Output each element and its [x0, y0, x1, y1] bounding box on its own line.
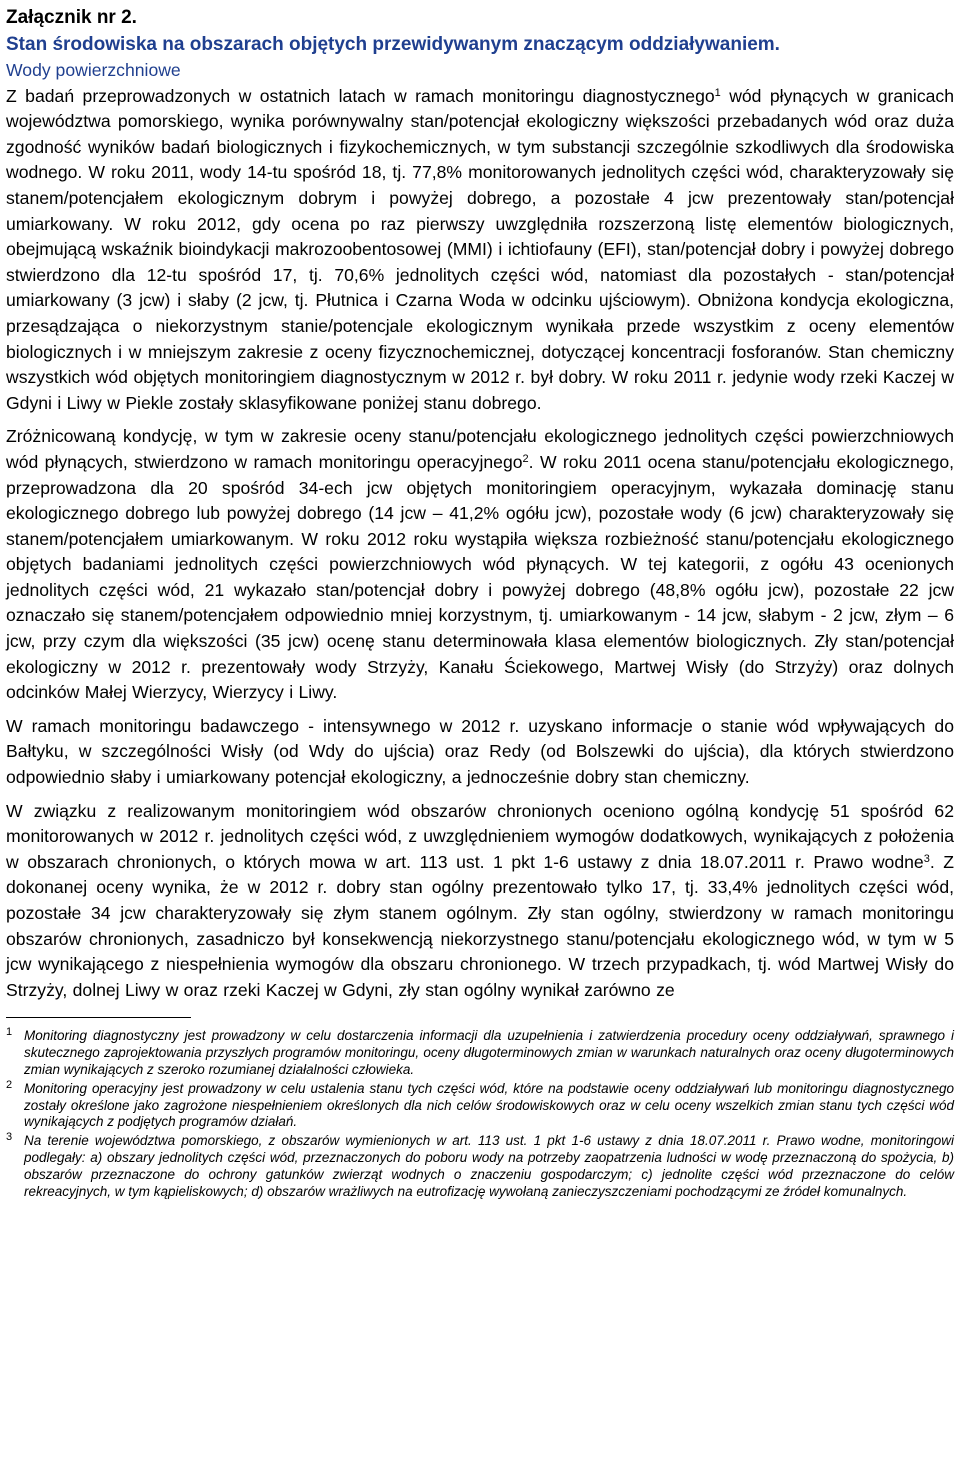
paragraph-1-text-a: Z badań przeprowadzonych w ostatnich latach w ramach monitoringu diagnostycznego	[6, 85, 715, 106]
footnote-2-number: 2	[6, 1078, 13, 1091]
footnote-1-text: Monitoring diagnostyczny jest prowadzony w celu dostarczenia informacji dla uzupełnienia i zatwierdzenia procedury oceny oddziaływań, sprawnego i skutecznego zaprojektowania przyszłych programów monitoringu, oceny długoterminowych zmian w warunkach naturalnych oraz oceny długoterminowych zmian wynikających z szeroko rozumianej działalności człowieka.	[24, 1028, 954, 1077]
paragraph-4-text-a: W związku z realizowanym monitoringiem wód obszarów chronionych oceniono ogólną kondycję 51 spośród 62 monitorowanych w 2012 r. jednolitych części wód, z uwzględnieniem wymogów dodatkowych, wynikających z położenia w obszarach chronionych, o których mowa w art. 113 ust. 1 pkt 1-6 ustawy z dnia 18.07.2011 r. Prawo wodne	[6, 800, 954, 872]
footnote-3-number: 3	[6, 1131, 13, 1144]
footnote-1	[6, 1028, 954, 1078]
paragraph-2-text-b: . W roku 2011 ocena stanu/potencjału ekologicznego, przeprowadzona dla 20 spośród 34-ech jcw objętych monitoringiem operacyjnym, wykazała dominację stanu ekologicznego dobrego lub powyżej dobrego (14 jcw – 41,2% ogółu jcw), pozostałe wody (6 jcw) charakteryzowały się stanem/potencjałem umiarkowanym. W roku 2012 roku wystąpiła większa rozbieżność stanu/potencjału ekologicznego objętych badaniami jednolitych części powierzchniowych wód płynących. W tej kategorii, z ogółu 43 ocenionych jednolitych części wód, 21 wykazało stan/potencjał dobry i powyżej dobrego (48,8% ogółu jcw), pozostałe 22 jcw oznaczało się stanem/potencjałem odpowiednio mniej korzystnym, tj. umiarkowanym - 14 jcw, słabym - 2 jcw, złym – 6 jcw, przy czym dla większości (35 jcw) ocenę stanu determinowała klasa elementów biologicznych. Zły stan/potencjał ekologiczny w 2012 r. prezentowały wody Strzyży, Kanału Ściekowego, Martwej Wisły (do Strzyży) oraz dolnych odcinków Małej Wierzycy, Wierzycy i Liwy.	[6, 451, 954, 703]
footnote-2	[6, 1078, 954, 1131]
paragraph-4	[6, 799, 954, 1004]
footnote-ref-2[interactable]: 2	[522, 452, 529, 465]
paragraph-2	[6, 424, 954, 706]
document-page	[6, 4, 954, 1202]
document-subtitle: Stan środowiska na obszarach objętych przewidywanym znaczącym oddziaływaniem.	[6, 34, 780, 55]
paragraph-1	[6, 84, 954, 417]
section-heading: Wody powierzchniowe	[6, 60, 181, 80]
footnote-3	[6, 1133, 954, 1200]
paragraph-1-text-b: wód płynących w granicach województwa pomorskiego, wynika porównywalny stan/potencjał ekologiczny większości przebadanych wód oraz duża zgodność wyników badań biologicznych i fizykochemicznych, w tym substancji szczególnie szkodliwych dla środowiska wodnego. W roku 2011, wody 14-tu spośród 18, tj. 77,8% monitorowanych jednolitych części wód, charakteryzowały się stanem/potencjałem ekologicznym dobrym i powyżej dobrego, a pozostałe 4 jcw prezentowały stan/potencjał umiarkowany. W roku 2012, gdy ocena po raz pierwszy uwzględniła rozszerzoną listę elementów biologicznych, obejmującą wskaźnik bioindykacji makrozoobentosowej (MMI) i ichtiofauny (EFI), stan/potencjał dobry i powyżej dobrego stwierdzono dla 12-tu spośród 17, tj. 70,6% jednolitych części wód, natomiast dla pozostałych - stan/potencjał umiarkowany (3 jcw) i słaby (2 jcw, tj. Płutnica i Czarna Woda w odcinku ujściowym). Obniżona kondycja ekologiczna, przesądzająca o niekorzystnym stanie/potencjale ekologicznym wynikała przede wszystkim z oceny elementów biologicznych i w mniejszym zakresie z oceny fizycznochemicznej, dotyczącej koncentracji fosforanów. Stan chemiczny wszystkich wód objętych monitoringiem diagnostycznym w 2012 r. był dobry. W roku 2011 r. jedynie wody rzeki Kaczej w Gdyni i Liwy w Piekle zostały sklasyfikowane poniżej stanu dobrego.	[6, 85, 954, 413]
footnote-3-text: Na terenie województwa pomorskiego, z obszarów wymienionych w art. 113 ust. 1 pkt 1-6 ustawy z dnia 18.07.2011 r. Prawo wodne, monitoringowi podlegały: a) obszary jednolitych części wód, przeznaczonych do poboru wody na potrzeby zaopatrzenia ludności w wodę przeznaczoną do spożycia, b) obszarów przeznaczone do ochrony gatunków zwierząt wodnych o znaczeniu gospodarczym; c) jednolite części wód przeznaczone do celów rekreacyjnych, w tym kąpieliskowych; d) obszarów wrażliwych na eutrofizację wywołaną zanieczyszczeniami pochodzącymi ze źródeł komunalnych.	[24, 1133, 954, 1199]
paragraph-4-text-b: . Z dokonanej oceny wynika, że w 2012 r. dobry stan ogólny prezentowało tylko 17, tj. 33,4% jednolitych części wód, pozostałe 34 jcw charakteryzowały się złym stanem ogólnym. Zły stan ogólny, stwierdzony w ramach monitoringu obszarów chronionych, zasadniczo był konsekwencją niekorzystnego stanu/potencjału ekologicznego wód, w tym w 5 jcw wynikającego z niespełnienia wymogów dla obszaru chronionego. W trzech przypadkach, tj. wód Martwej Wisły do Strzyży, dolnej Liwy w oraz rzeki Kaczej w Gdyni, zły stan ogólny wynikał zarówno ze	[6, 851, 954, 1000]
paragraph-3: W ramach monitoringu badawczego - intensywnego w 2012 r. uzyskano informacje o stanie wód wpływających do Bałtyku, w szczególności Wisły (od Wdy do ujścia) oraz Redy (od Bolszewki do ujścia), dla których stwierdzono odpowiednio słaby i umiarkowany potencjał ekologiczny, a jednocześnie dobry stan chemiczny.	[6, 715, 954, 788]
footnote-ref-1[interactable]: 1	[714, 86, 721, 99]
paragraph-2-text-a: Zróżnicowaną kondycję, w tym w zakresie oceny stanu/potencjału ekologicznego jednolitych części powierzchniowych wód płynących, stwierdzono w ramach monitoringu operacyjnego	[6, 426, 954, 472]
footnotes	[6, 1028, 954, 1200]
footnote-2-text: Monitoring operacyjny jest prowadzony w celu ustalenia stanu tych części wód, które na podstawie oceny oddziaływań lub monitoringu diagnostycznego zostały określone jako zagrożone niespełnieniem określonych dla nich celów środowiskowych oraz w celu oceny wszelkich zmian stanu tych części wód wynikających z podjętych programów działań.	[24, 1080, 954, 1130]
footnote-separator	[6, 1017, 191, 1018]
annex-title: Załącznik nr 2.	[6, 7, 137, 28]
footnote-1-number: 1	[6, 1026, 13, 1039]
footnote-ref-3[interactable]: 3	[923, 852, 930, 865]
